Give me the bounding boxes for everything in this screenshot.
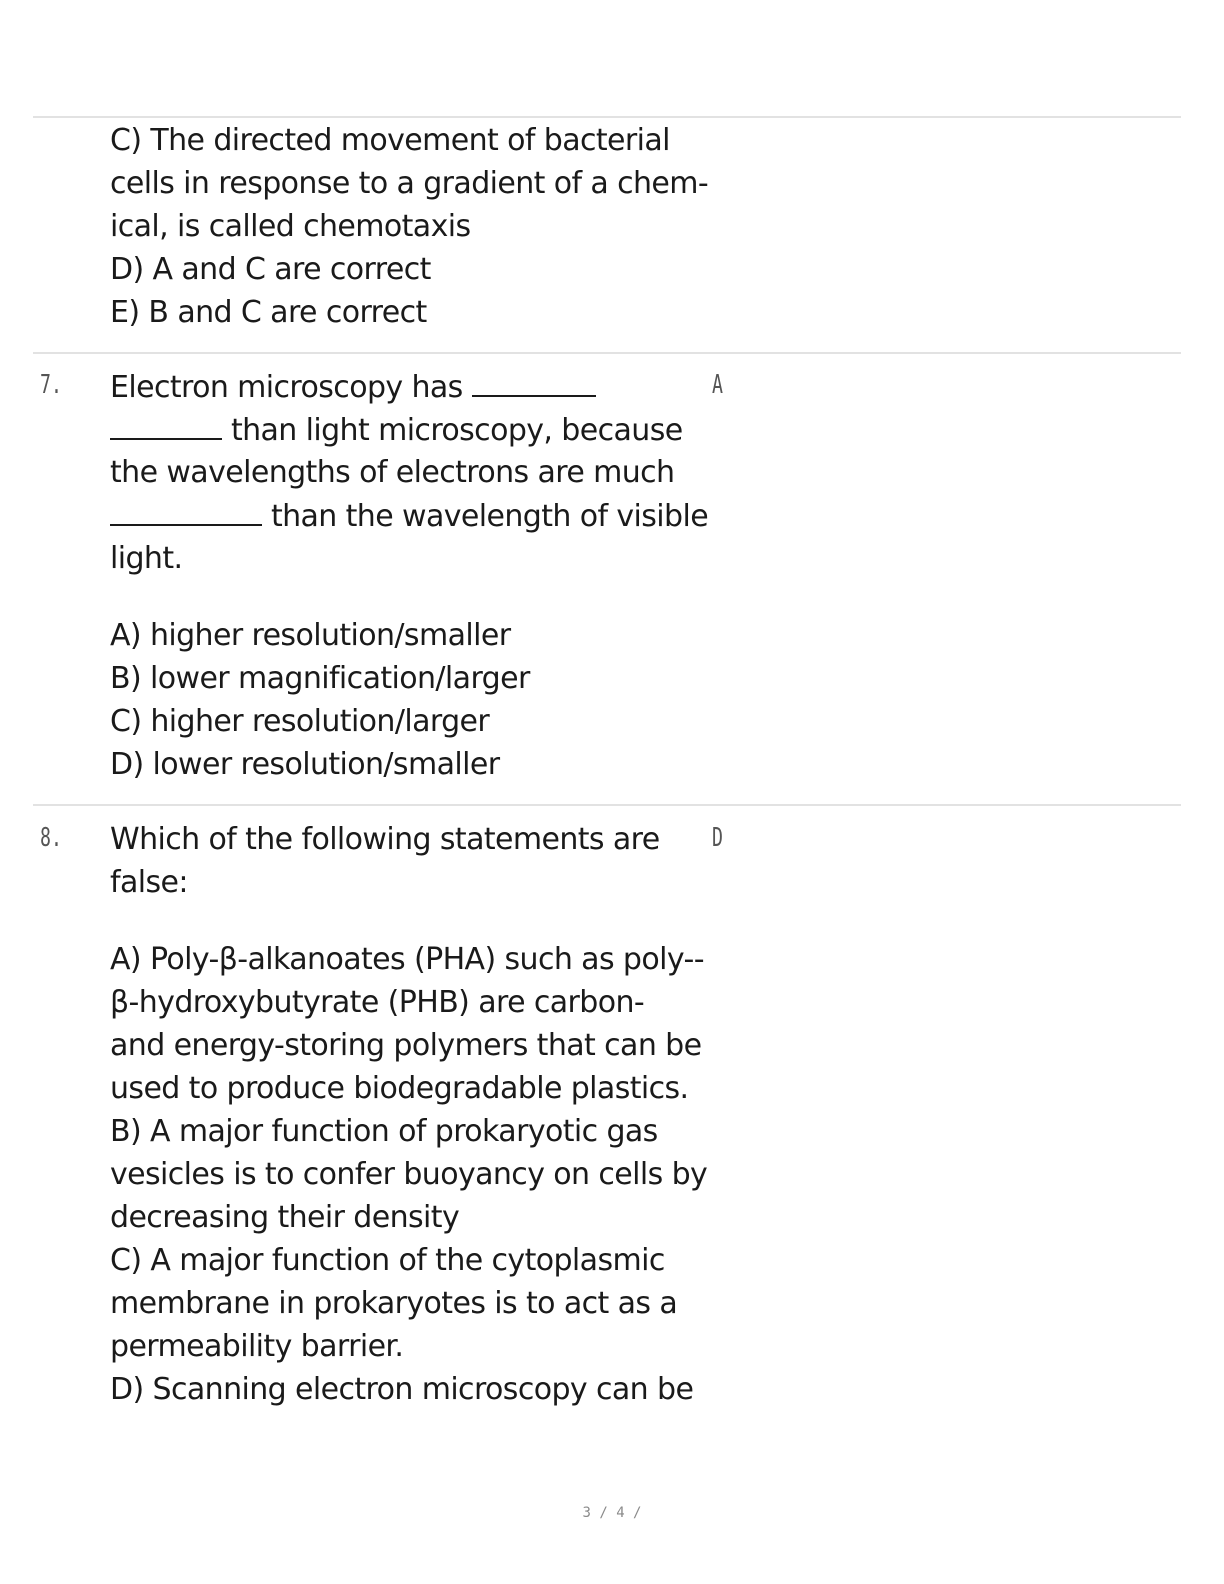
answer-option-line: membrane in prokaryotes is to act as a [110, 1286, 678, 1321]
option-line: E) B and C are correct [110, 295, 427, 330]
fill-in-blank [472, 365, 596, 397]
answer-option-line: vesicles is to confer buoyancy on cells by [110, 1157, 708, 1192]
option-line: ical, is called chemotaxis [110, 209, 471, 244]
answer-option-line: and energy-storing polymers that can be [110, 1028, 702, 1063]
answer-option-line: permeability barrier. [110, 1329, 404, 1364]
question-stem-line: than the wavelength of visible [110, 494, 720, 537]
option-line: C) The directed movement of bacterial [110, 123, 670, 158]
answer-option-line: A) Poly-β-alkanoates (PHA) such as poly-- [110, 942, 704, 977]
question-7 [110, 365, 720, 786]
question-stem-line: the wavelengths of electrons are much [110, 455, 675, 490]
answer-option-line: D) Scanning electron microscopy can be [110, 1372, 694, 1407]
answer-option: C) higher resolution/larger [110, 704, 490, 739]
answer-option-line: used to produce biodegradable plastics. [110, 1071, 689, 1106]
option-line: cells in response to a gradient of a chem- [110, 166, 709, 201]
question-8 [110, 818, 720, 1411]
top-divider [33, 116, 1181, 118]
answer-option-line: β-hydroxybutyrate (PHB) are carbon- [110, 985, 645, 1020]
question-stem-line: than light microscopy, because [110, 408, 720, 451]
question-stem-line: Which of the following statements are [110, 822, 660, 857]
prev-question-options [110, 119, 720, 334]
fill-in-blank [110, 494, 262, 526]
question-stem-line: light. [110, 541, 183, 576]
question-number: 7. [40, 370, 62, 400]
option-line: D) A and C are correct [110, 252, 431, 287]
divider-q7 [33, 352, 1181, 354]
answer-option-line: B) A major function of prokaryotic gas [110, 1114, 658, 1149]
answer-key: A [712, 370, 723, 400]
fill-in-blank [110, 408, 222, 440]
answer-option-line: C) A major function of the cytoplasmic [110, 1243, 665, 1278]
answer-option: A) higher resolution/smaller [110, 618, 511, 653]
answer-key: D [712, 823, 723, 853]
question-number: 8. [40, 823, 62, 853]
divider-q8 [33, 804, 1181, 806]
question-stem-line: false: [110, 865, 188, 900]
page-number: 3 / 4 / [582, 1505, 642, 1521]
answer-option-line: decreasing their density [110, 1200, 460, 1235]
answer-option: B) lower magnification/larger [110, 661, 530, 696]
question-stem-line: Electron microscopy has [110, 365, 720, 408]
answer-option: D) lower resolution/smaller [110, 747, 500, 782]
